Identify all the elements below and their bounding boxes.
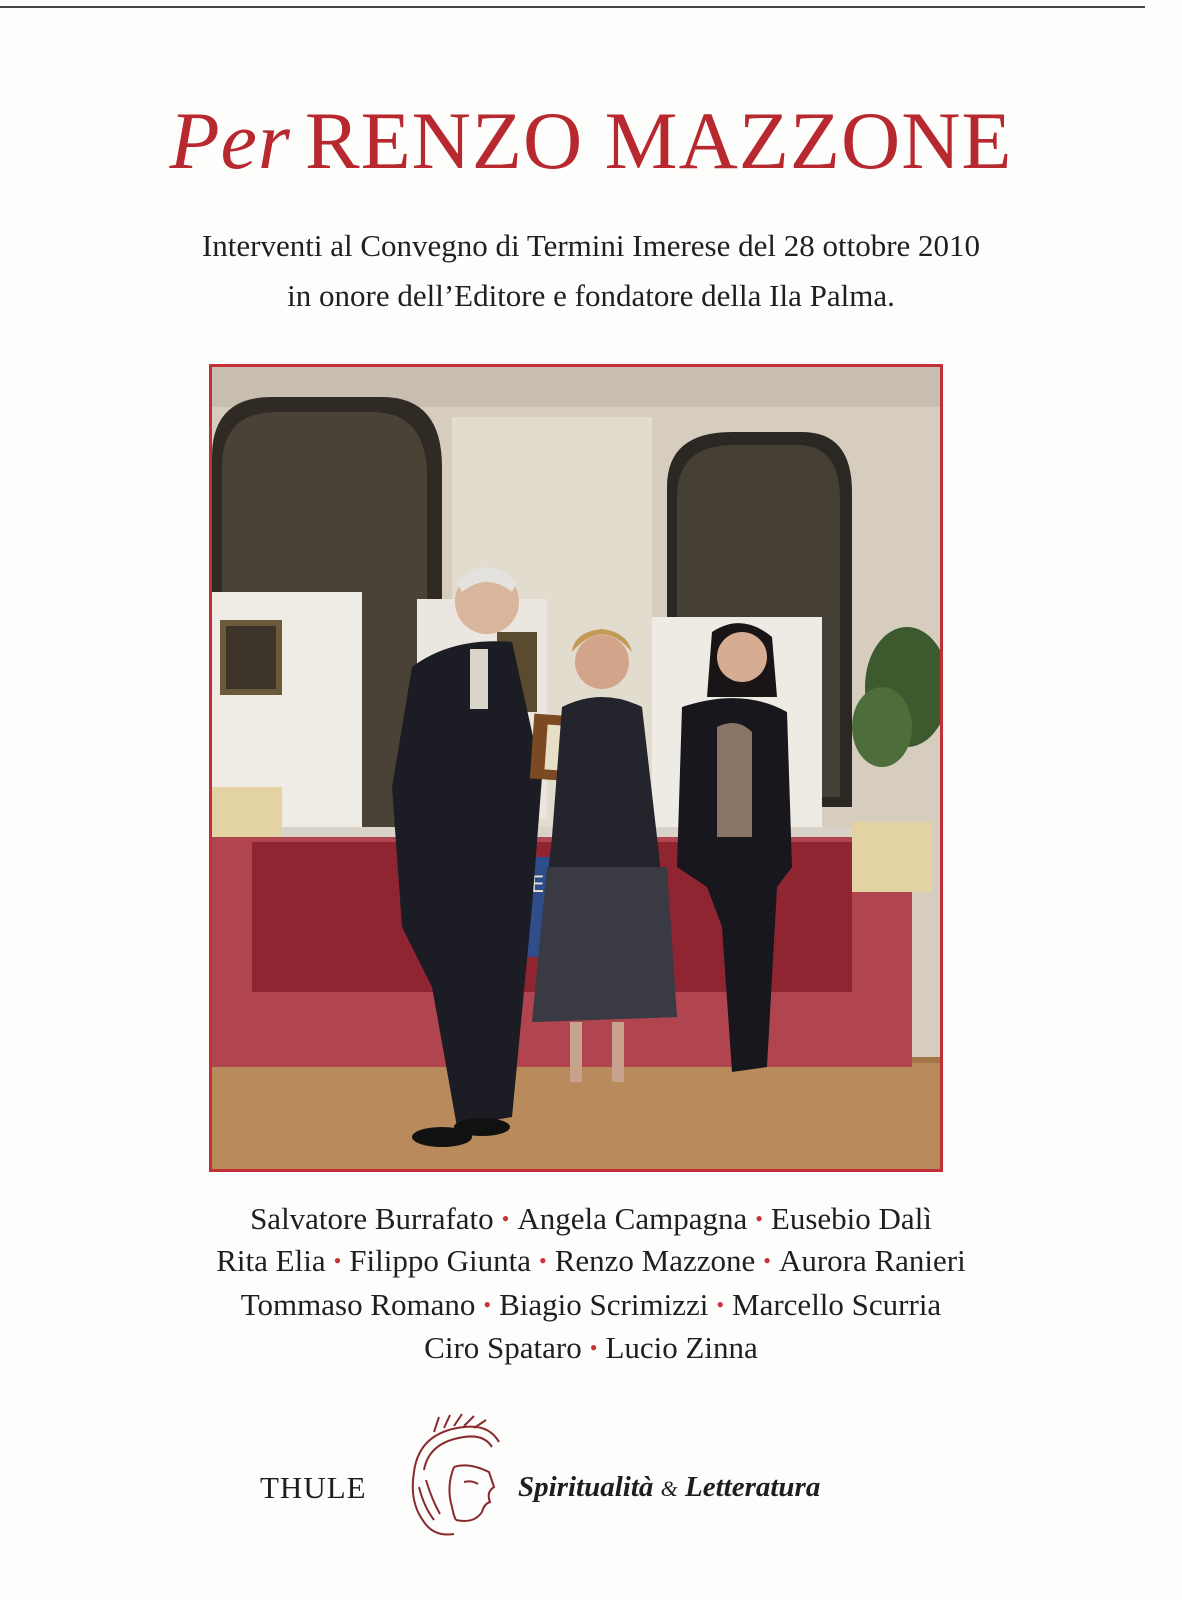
- author-name: Lucio Zinna: [605, 1330, 758, 1365]
- title-name: RENZO MAZZONE: [304, 95, 1013, 186]
- top-rule: [0, 6, 1145, 8]
- separator-dot: •: [716, 1292, 725, 1317]
- author-name: Angela Campagna: [517, 1201, 748, 1236]
- subtitle-line-2: in onore dell’Editore e fondatore della Ila Palma.: [287, 278, 895, 313]
- series-part-1: Spiritualità: [518, 1471, 654, 1503]
- title-prefix: Per: [169, 95, 291, 186]
- separator-dot: •: [755, 1206, 763, 1231]
- ceremony-photo-illustration: [212, 367, 940, 1169]
- warrior-helmet-logo-icon: [394, 1412, 514, 1542]
- author-name: Renzo Mazzone: [554, 1243, 756, 1278]
- author-name: Tommaso Romano: [240, 1287, 476, 1322]
- author-name: Ciro Spataro: [424, 1330, 582, 1365]
- authors-line-2: [0, 1245, 1182, 1276]
- author-name: Aurora Ranieri: [778, 1243, 966, 1278]
- author-name: Salvatore Burrafato: [250, 1201, 494, 1236]
- separator-dot: •: [539, 1248, 547, 1273]
- authors-line-1: [0, 1203, 1182, 1234]
- authors-line-4: [0, 1332, 1182, 1363]
- series-part-2: Letteratura: [685, 1471, 821, 1503]
- separator-dot: •: [483, 1292, 492, 1317]
- author-name: Eusebio Dalì: [770, 1201, 932, 1236]
- separator-dot: •: [763, 1248, 771, 1273]
- series-ampersand: &: [660, 1476, 678, 1501]
- author-name: Filippo Giunta: [349, 1243, 531, 1278]
- separator-dot: •: [501, 1206, 510, 1231]
- author-name: Biagio Scrimizzi: [499, 1287, 709, 1322]
- book-title: [0, 95, 1182, 186]
- separator-dot: •: [589, 1335, 598, 1360]
- series-name: [518, 1471, 820, 1504]
- subtitle-line-1: Interventi al Convegno di Termini Imerese del 28 ottobre 2010: [201, 228, 981, 263]
- author-name: Rita Elia: [216, 1243, 326, 1278]
- separator-dot: •: [333, 1248, 342, 1273]
- author-name: Marcello Scurria: [732, 1287, 942, 1322]
- cover-photo: [209, 364, 943, 1172]
- authors-line-3: [0, 1289, 1182, 1320]
- publisher-name: THULE: [260, 1470, 367, 1505]
